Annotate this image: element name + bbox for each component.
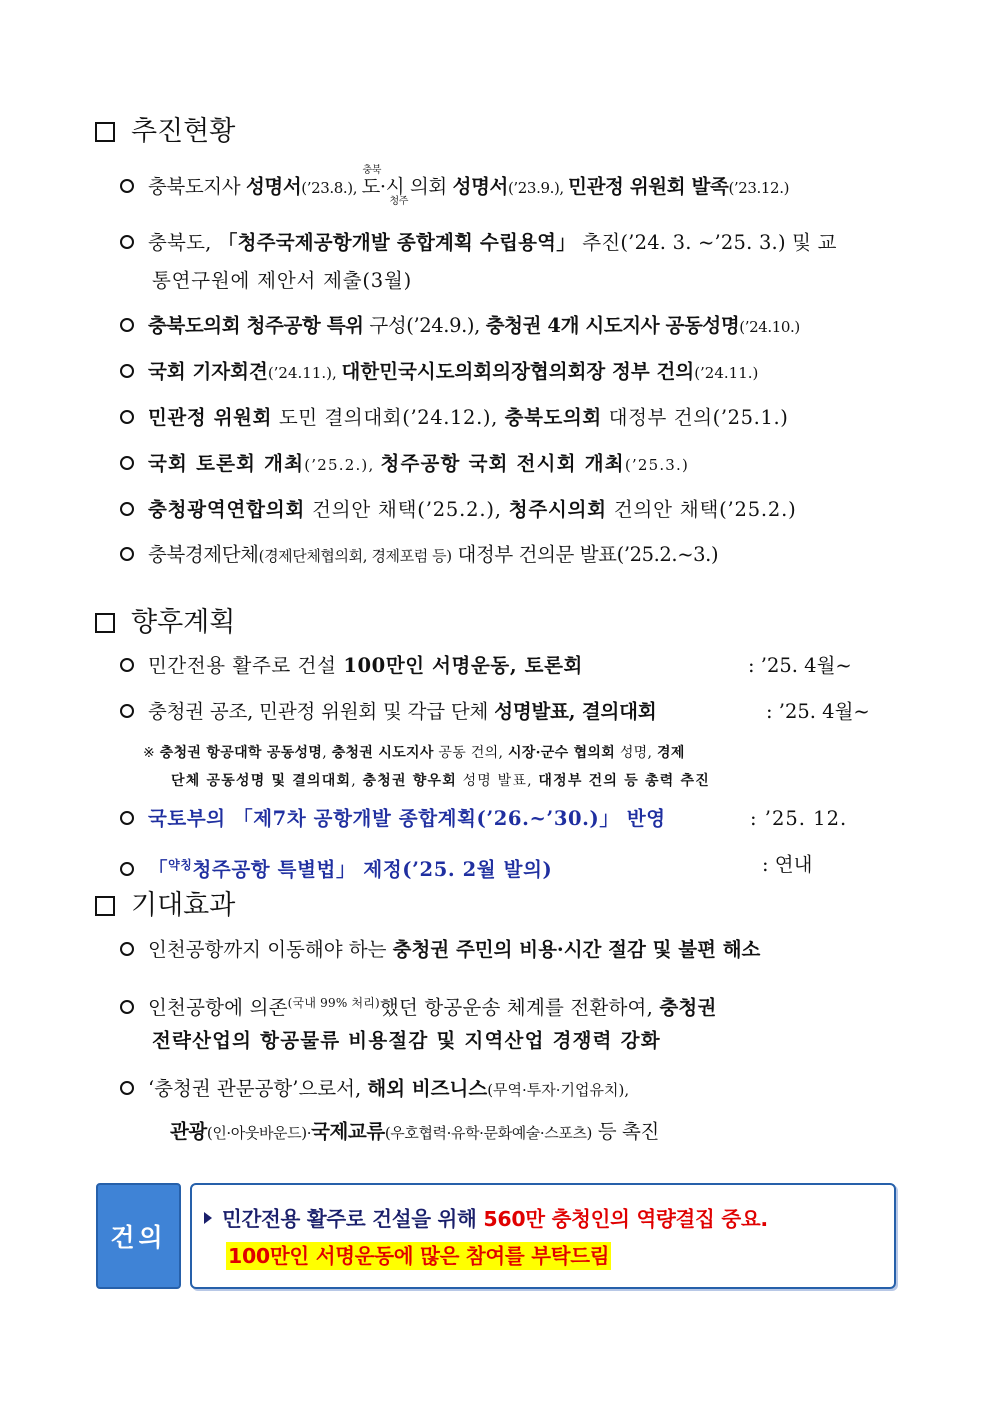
- status-item-6: 국회 토론회 개최(’25.2.), 청주공항 국회 전시회 개최(’25.3.): [120, 451, 689, 478]
- circle-bullet-icon: [120, 811, 134, 825]
- plan-item-1: 민간전용 활주로 건설 100만인 서명운동, 토론회: [120, 653, 583, 679]
- plan-item-4: 「$^{약칭}$청주공항 특별법」 제정(’25. 2월 발의): [120, 852, 552, 883]
- circle-bullet-icon: [120, 235, 134, 249]
- circle-bullet-icon: [120, 1081, 134, 1095]
- plan-item-2: 충청권 공조, 민관정 위원회 및 각급 단체 성명발표, 결의대회: [120, 699, 656, 725]
- proposal-message-box: [190, 1183, 896, 1289]
- circle-bullet-icon: [120, 502, 134, 516]
- proposal-label: 건의: [110, 1223, 167, 1252]
- effect-item-2: 인천공항에 의존$^{(국내 99\% 처리)}$했던 항공운송 체계를 전환하여, 충청권: [120, 990, 717, 1021]
- circle-bullet-icon: [120, 658, 134, 672]
- triangle-right-icon: [204, 1212, 212, 1224]
- checkbox-square-icon: [95, 896, 115, 916]
- plan-item-1-due: : ’25. 4월~: [748, 654, 852, 677]
- circle-bullet-icon: [120, 862, 134, 876]
- effect-item-2-cont: 전략산업의 항공물류 비용절감 및 지역산업 경쟁력 강화: [152, 1029, 661, 1052]
- status-item-5: 민관정 위원회 도민 결의대회(’24.12.), 충북도의회 대정부 건의(’25.1.): [120, 405, 788, 431]
- status-item-2-cont: 통연구원에 제안서 제출(3월): [152, 269, 413, 292]
- circle-bullet-icon: [120, 318, 134, 332]
- effect-item-3: ‘충청권 관문공항’으로서, 해외 비즈니스(무역·투자·기업유치),: [120, 1076, 629, 1103]
- circle-bullet-icon: [120, 364, 134, 378]
- circle-bullet-icon: [120, 456, 134, 470]
- circle-bullet-icon: [120, 942, 134, 956]
- section-heading-status: 추진현황: [95, 115, 235, 149]
- plan-item-2-due: : ’25. 4월~: [766, 700, 870, 723]
- status-item-2: 충북도, 「청주국제공항개발 종합계획 수립용역」 추진(’24. 3. ~’25. 3.) 및 교: [120, 230, 837, 256]
- circle-bullet-icon: [120, 410, 134, 424]
- reference-mark: ※: [143, 745, 160, 761]
- status-item-3: 충북도의회 청주공항 특위 구성(’24.9.), 충청권 4개 시도지사 공동성명(’24.10.): [120, 313, 800, 340]
- proposal-line-1: 민간전용 활주로 건설을 위해 560만 충청인의 역량결집 중요.: [204, 1205, 768, 1233]
- ruby-annotation: 도·시 충북 청주: [361, 165, 409, 207]
- section-heading-effect: 기대효과: [95, 889, 235, 923]
- effect-item-1: 인천공항까지 이동해야 하는 충청권 주민의 비용·시간 절감 및 불편 해소: [120, 937, 760, 963]
- plan-item-3-due: : ’25. 12.: [750, 807, 848, 830]
- status-item-4: 국회 기자회견(’24.11.), 대한민국시도의회의장협의회장 정부 건의(’24.11.): [120, 359, 758, 386]
- circle-bullet-icon: [120, 704, 134, 718]
- plan-note-line-1: ※ 충청권 항공대학 공동성명, 충청권 시도지사 공동 건의, 시장·군수 협의회 성명, 경제: [143, 745, 685, 761]
- plan-item-3: 국토부의 「제7차 공항개발 종합계획(’26.~’30.)」 반영: [120, 806, 666, 832]
- effect-item-3-cont: 관광(인·아웃바운드)·국제교류(우호협력·유학·문화예술·스포츠) 등 촉진: [170, 1120, 659, 1143]
- circle-bullet-icon: [120, 1000, 134, 1014]
- section-heading-plan: 향후계획: [95, 606, 235, 640]
- circle-bullet-icon: [120, 547, 134, 561]
- plan-note-line-2: 단체 공동성명 및 결의대회, 충청권 향우회 성명 발표, 대정부 건의 등 총력 추진: [171, 773, 710, 789]
- checkbox-square-icon: [95, 613, 115, 633]
- status-item-7: 충청광역연합의회 건의안 채택(’25.2.), 청주시의회 건의안 채택(’25.2.): [120, 497, 797, 523]
- proposal-line-2: 100만인 서명운동에 많은 참여를 부탁드림: [228, 1244, 610, 1268]
- plan-item-4-due: : 연내: [762, 853, 813, 876]
- circle-bullet-icon: [120, 179, 134, 193]
- proposal-label-box: [96, 1183, 181, 1289]
- status-item-8: 충북경제단체(경제단체협의회, 경제포럼 등) 대정부 건의문 발표(’25.2.~3.): [120, 542, 718, 569]
- status-item-1: 충북도지사 성명서(’23.8.), 도·시 충북 청주 의회 성명서(’23.9.), 민관정 위원회 발족(’23.12.): [120, 174, 789, 201]
- checkbox-square-icon: [95, 122, 115, 142]
